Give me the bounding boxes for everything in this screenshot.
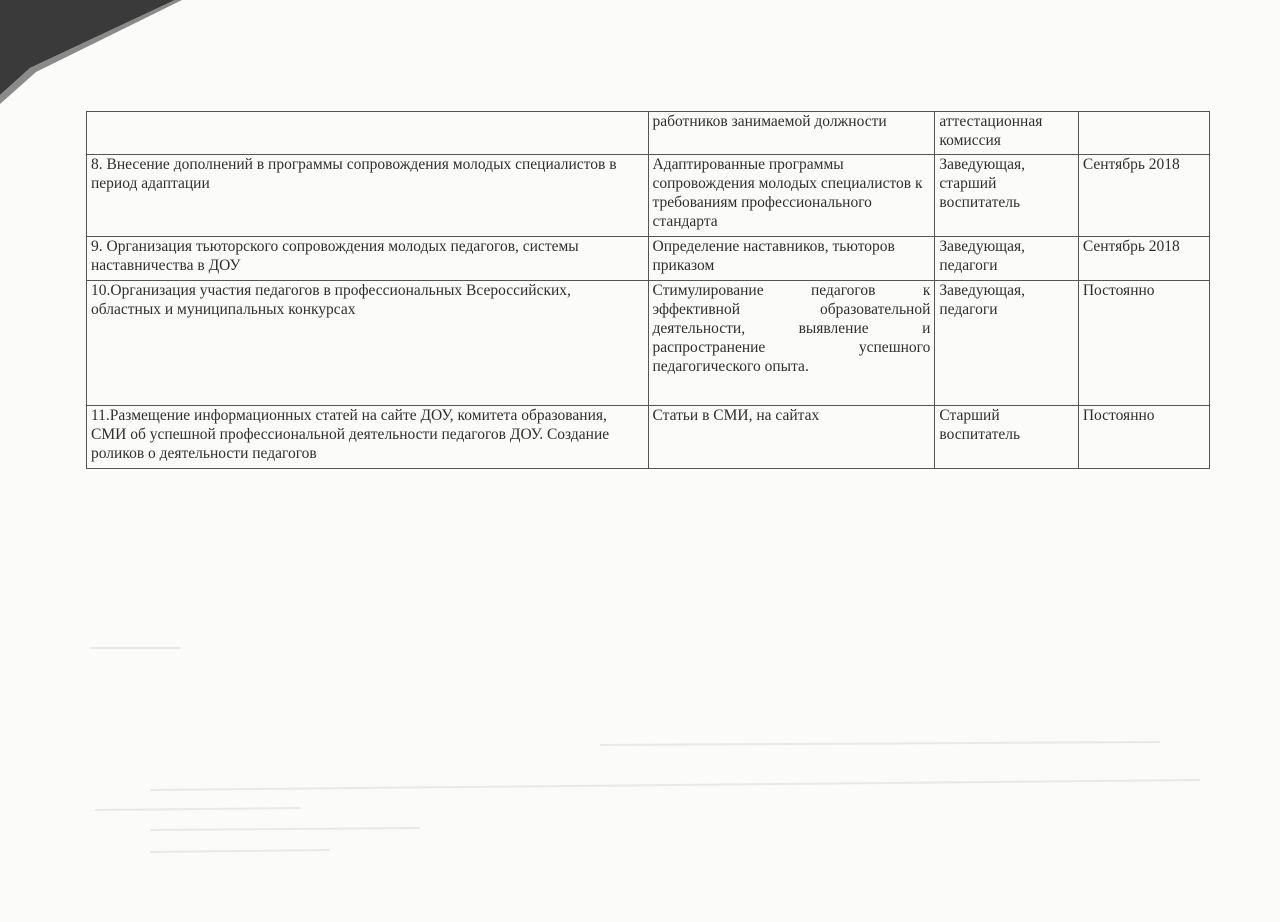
result-cell: Определение наставников, тьюторов приказом: [648, 237, 935, 281]
deadline-cell: Постоянно: [1078, 406, 1209, 469]
activity-cell: [87, 112, 649, 155]
activity-cell: 8. Внесение дополнений в программы сопровождения молодых специалистов в период адаптации: [87, 155, 649, 237]
responsible-cell: Заведующая, педагоги: [935, 281, 1078, 406]
table-row: [87, 237, 1210, 281]
deadline-cell: Постоянно: [1078, 281, 1209, 406]
result-cell: Адаптированные программы сопровождения молодых специалистов к требованиям профессионального стандарта: [648, 155, 935, 237]
activity-cell: 10.Организация участия педагогов в профессиональных Всероссийских, областных и муниципальных конкурсах: [87, 281, 649, 406]
result-cell: Статьи в СМИ, на сайтах: [648, 406, 935, 469]
responsible-cell: Заведующая, педагоги: [935, 237, 1078, 281]
responsible-cell: аттестационная комиссия: [935, 112, 1078, 155]
result-cell: работников занимаемой должности: [648, 112, 935, 155]
table-row: [87, 155, 1210, 237]
table-row: [87, 281, 1210, 406]
activity-cell: 11.Размещение информационных статей на сайте ДОУ, комитета образования, СМИ об успешной профессиональной деятельности педагогов ДОУ. Создание роликов о деятельности педагогов: [87, 406, 649, 469]
table-row: [87, 406, 1210, 469]
deadline-cell: [1078, 112, 1209, 155]
deadline-cell: Сентябрь 2018: [1078, 237, 1209, 281]
activity-cell: 9. Организация тьюторского сопровождения молодых педагогов, системы наставничества в ДОУ: [87, 237, 649, 281]
result-cell: Стимулирование педагогов к эффективной образовательной деятельности, выявление и распространение успешного педагогического опыта.: [648, 281, 935, 406]
responsible-cell: Старший воспитатель: [935, 406, 1078, 469]
responsible-cell: Заведующая, старший воспитатель: [935, 155, 1078, 237]
plan-table: [86, 111, 1210, 469]
deadline-cell: Сентябрь 2018: [1078, 155, 1209, 237]
table-row: [87, 112, 1210, 155]
